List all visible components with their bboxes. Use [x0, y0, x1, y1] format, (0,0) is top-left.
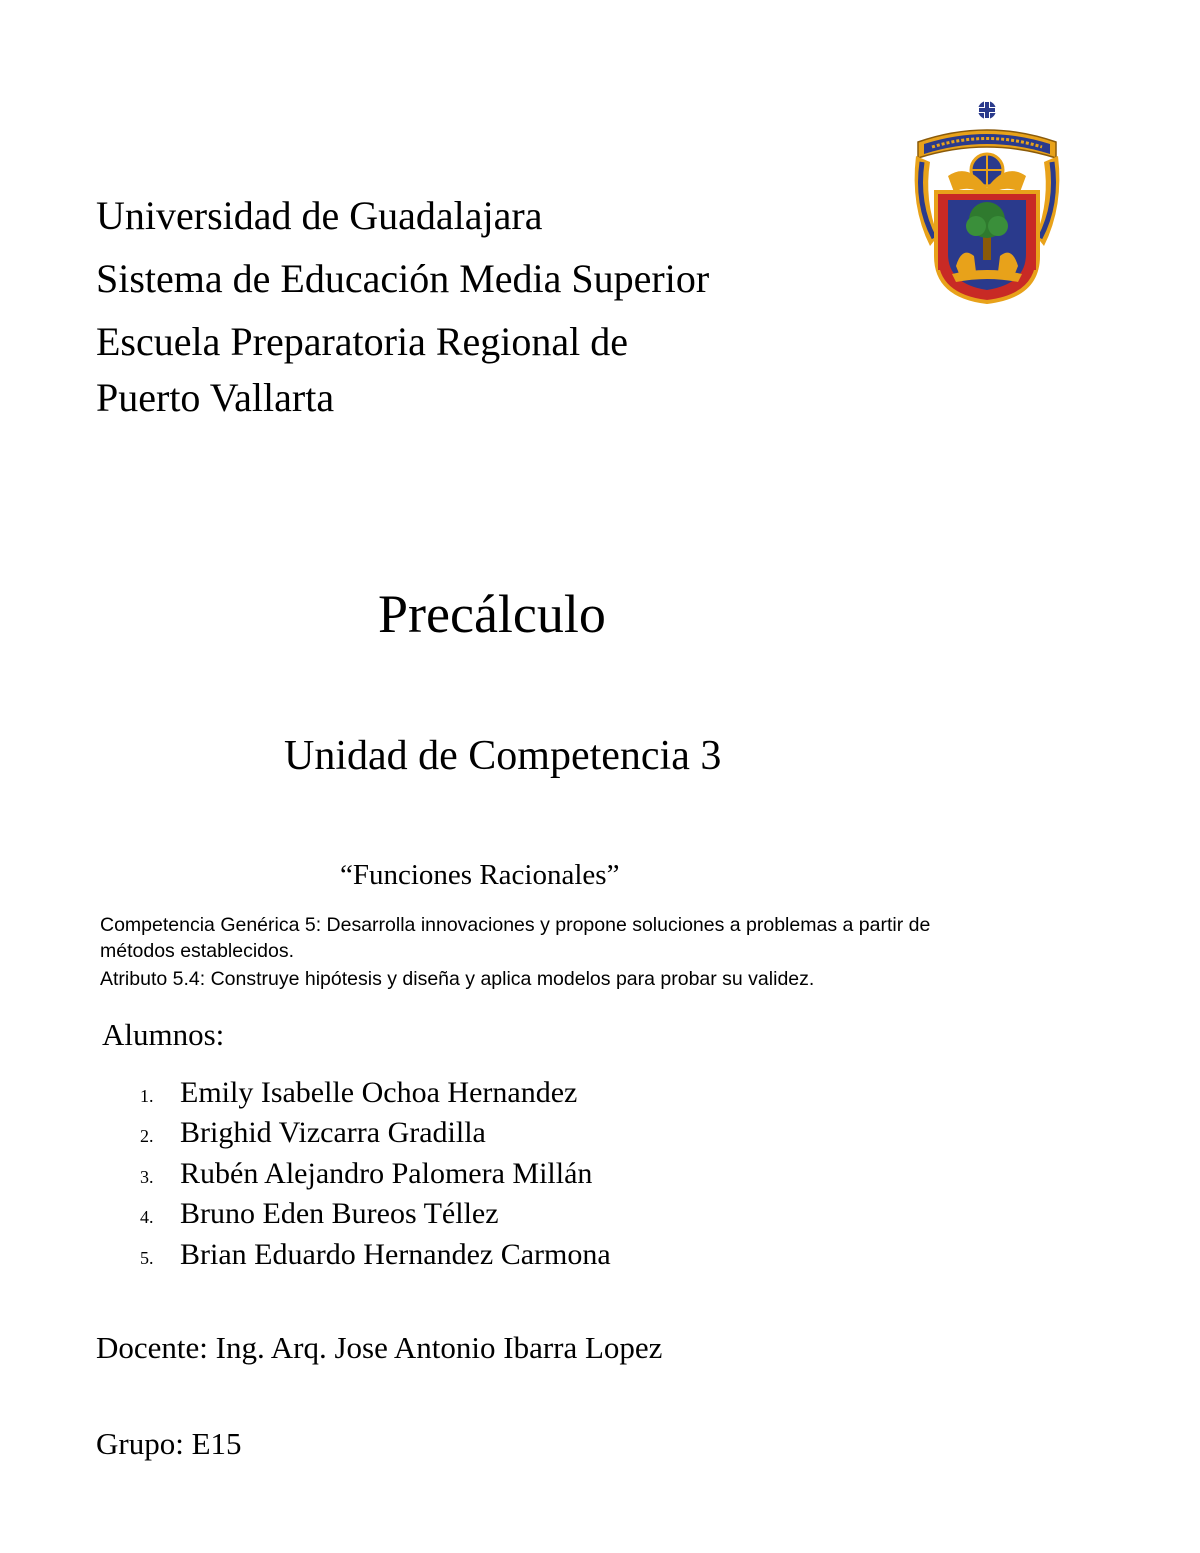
list-number: 3.: [140, 1167, 154, 1187]
student-name: Brian Eduardo Hernandez Carmona: [180, 1238, 611, 1271]
students-label: Alumnos:: [102, 1017, 225, 1052]
crest-cross: [977, 100, 997, 120]
school-name-line2: Puerto Vallarta: [96, 375, 335, 420]
school-name-line1: Escuela Preparatoria Regional de: [96, 319, 628, 364]
attribute-line: Atributo 5.4: Construye hipótesis y diseña y aplica modelos para probar su validez.: [100, 968, 815, 990]
list-item: [140, 1195, 499, 1236]
system-name: Sistema de Educación Media Superior: [96, 256, 710, 301]
list-item: [140, 1236, 611, 1277]
group-line: Grupo: E15: [96, 1426, 242, 1461]
subject-title: Precálculo: [378, 584, 606, 644]
list-number: 1.: [140, 1086, 154, 1106]
institution-name: Universidad de Guadalajara: [96, 193, 543, 238]
list-item: [140, 1074, 577, 1115]
student-name: Brighid Vizcarra Gradilla: [180, 1116, 486, 1149]
topic-title: “Funciones Racionales”: [340, 859, 620, 891]
competence-line: Competencia Genérica 5: Desarrolla innovaciones y propone soluciones a problemas a partir de: [100, 914, 931, 936]
list-item: [140, 1155, 592, 1196]
university-crest-icon: [908, 96, 1066, 306]
student-name: Bruno Eden Bureos Téllez: [180, 1197, 499, 1230]
list-number: 5.: [140, 1248, 154, 1268]
student-name: Emily Isabelle Ochoa Hernandez: [180, 1076, 578, 1109]
unit-title: Unidad de Competencia 3: [284, 733, 722, 779]
list-number: 2.: [140, 1126, 154, 1146]
student-name: Rubén Alejandro Palomera Millán: [180, 1157, 593, 1190]
list-number: 4.: [140, 1207, 154, 1227]
list-item: [140, 1114, 486, 1155]
teacher-line: Docente: Ing. Arq. Jose Antonio Ibarra Lopez: [96, 1330, 663, 1365]
competence-line: métodos establecidos.: [100, 940, 295, 962]
